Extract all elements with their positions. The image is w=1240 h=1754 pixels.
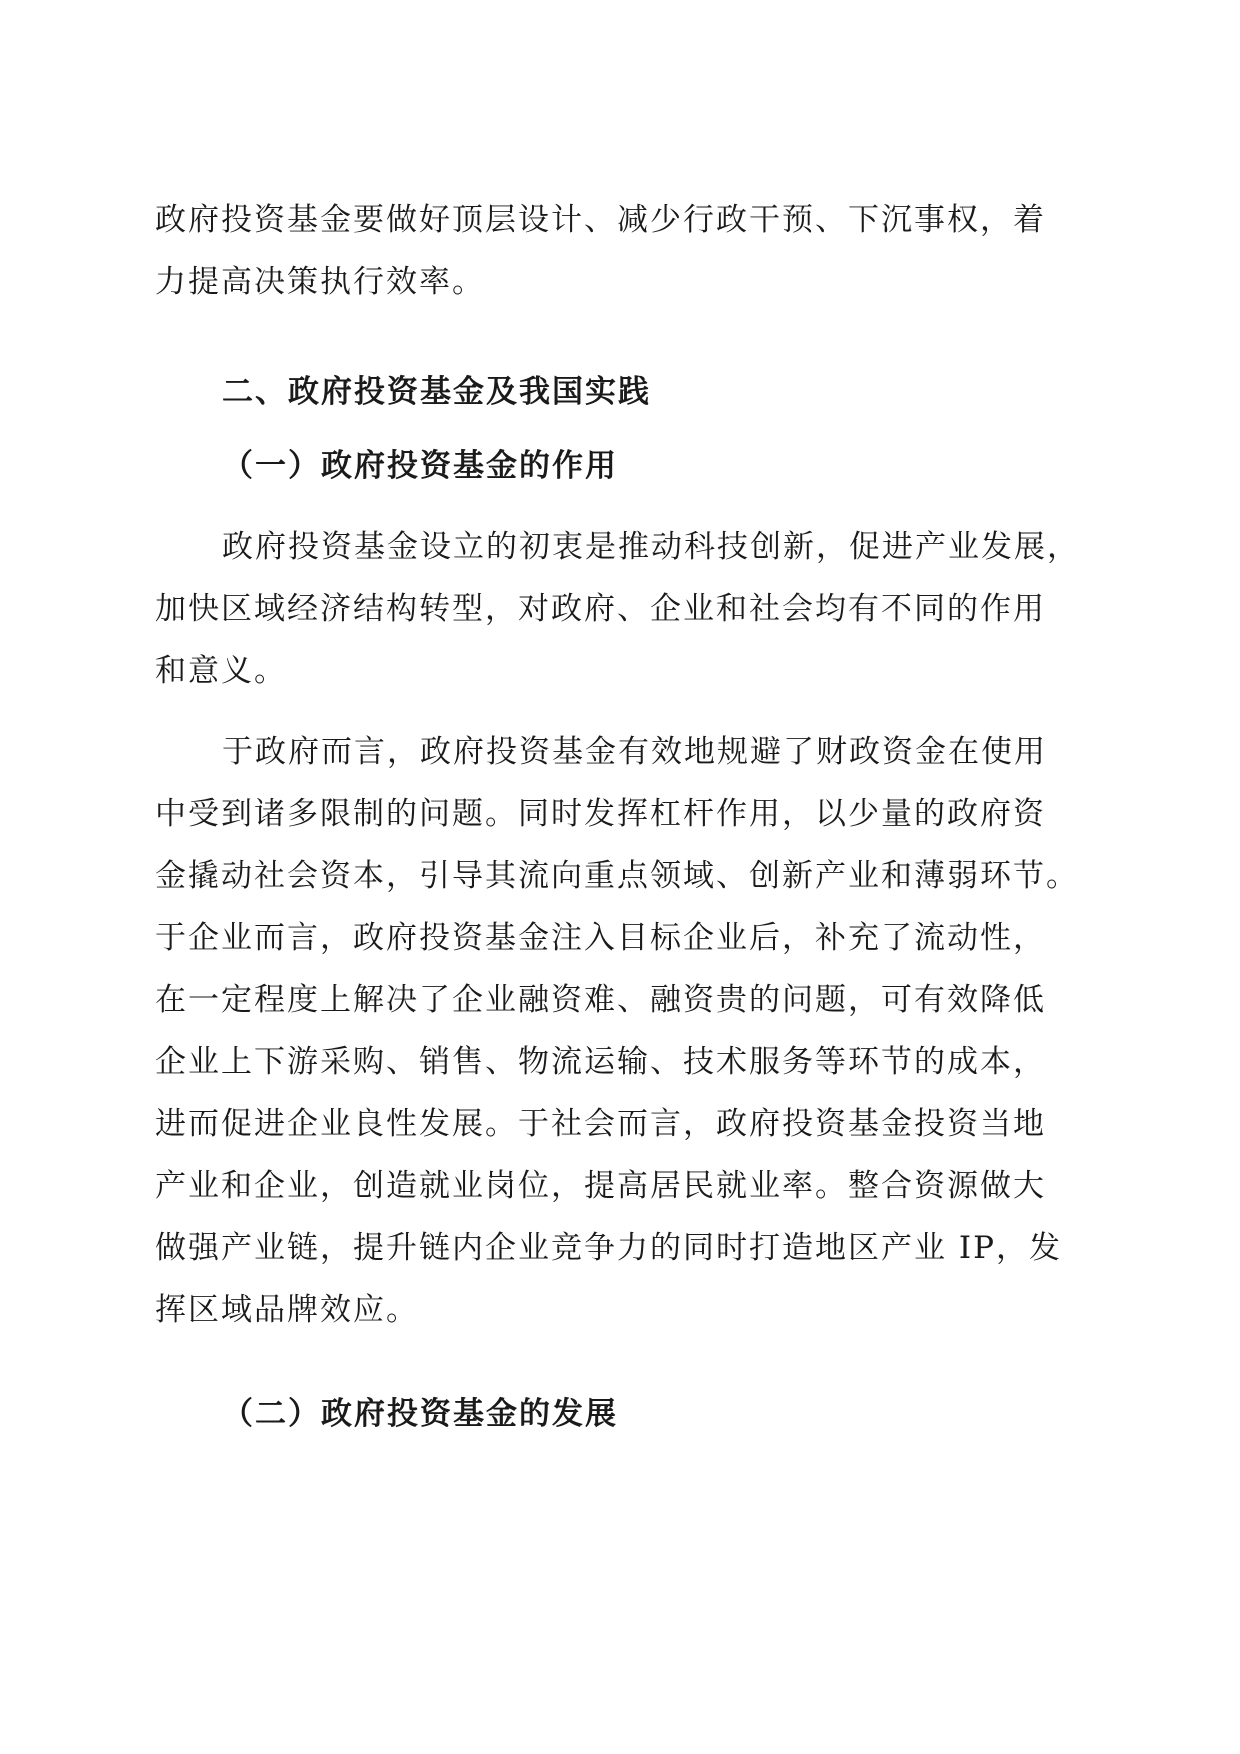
section-heading: 二、政府投资基金及我国实践 — [222, 374, 651, 410]
paragraph-line: 于企业而言，政府投资基金注入目标企业后，补充了流动性， — [155, 920, 1046, 956]
paragraph-line: 中受到诸多限制的问题。同时发挥杠杆作用，以少量的政府资 — [155, 796, 1046, 832]
paragraph-line: 挥区域品牌效应。 — [155, 1292, 419, 1328]
paragraph-line: 在一定程度上解决了企业融资难、融资贵的问题，可有效降低 — [155, 982, 1046, 1018]
paragraph-line: 企业上下游采购、销售、物流运输、技术服务等环节的成本， — [155, 1044, 1046, 1080]
paragraph-line: 进而促进企业良性发展。于社会而言，政府投资基金投资当地 — [155, 1106, 1046, 1142]
subsection-heading: （一）政府投资基金的作用 — [222, 448, 618, 484]
paragraph-line: 加快区域经济结构转型，对政府、企业和社会均有不同的作用 — [155, 591, 1046, 627]
paragraph-line: 力提高决策执行效率。 — [155, 264, 485, 300]
paragraph-line: 政府投资基金要做好顶层设计、减少行政干预、下沉事权，着 — [155, 202, 1046, 238]
paragraph-line: 金撬动社会资本，引导其流向重点领域、创新产业和薄弱环节。 — [155, 858, 1079, 894]
paragraph-line: 于政府而言，政府投资基金有效地规避了财政资金在使用 — [222, 734, 1047, 770]
subsection-heading: （二）政府投资基金的发展 — [222, 1396, 618, 1432]
paragraph-line: 产业和企业，创造就业岗位，提高居民就业率。整合资源做大 — [155, 1168, 1046, 1204]
paragraph-line: 做强产业链，提升链内企业竞争力的同时打造地区产业 IP，发 — [155, 1230, 1062, 1266]
paragraph-line: 和意义。 — [155, 653, 287, 689]
paragraph-line: 政府投资基金设立的初衷是推动科技创新，促进产业发展， — [222, 529, 1080, 565]
